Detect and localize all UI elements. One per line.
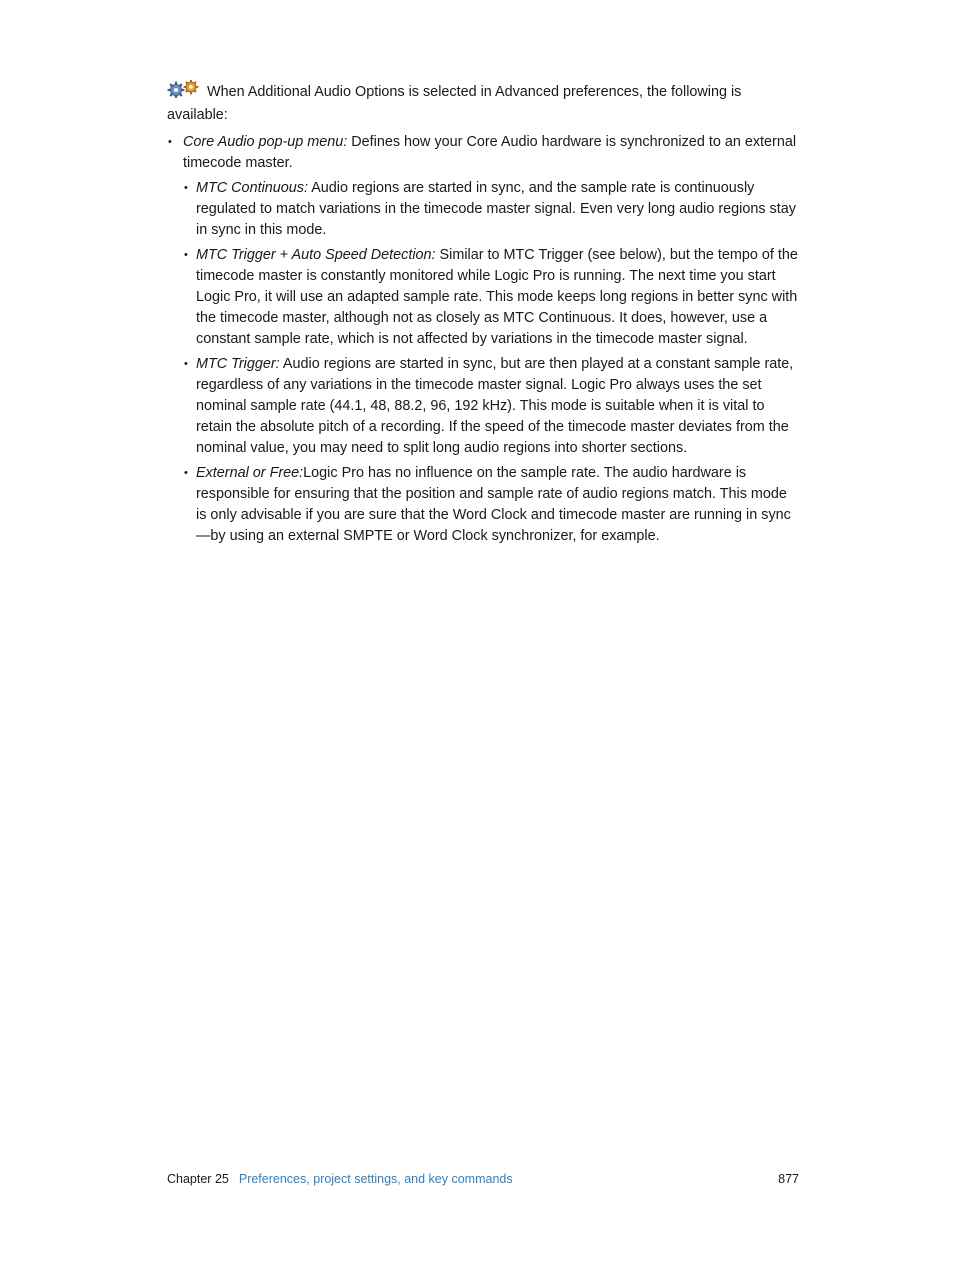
intro-text: When Additional Audio Options is selected in Advanced preferences, the following is available: xyxy=(167,84,742,123)
page-footer xyxy=(167,1172,799,1192)
list-item-mtc-trigger-auto-speed xyxy=(183,245,799,350)
gear-icon xyxy=(167,80,203,98)
page-number: 877 xyxy=(778,1172,799,1186)
term-core-audio: Core Audio pop-up menu: xyxy=(183,134,348,150)
term-external-or-free: External or Free: xyxy=(196,465,304,481)
desc-external-or-free: Logic Pro has no influence on the sample rate. The audio hardware is responsible for ensuring that the position and sample rate of audio regions match. This mode is only advisable if you are sure that the Word Clock and timecode master are running in sync—by using an external SMPTE or Word Clock synchronizer, for example. xyxy=(196,465,791,544)
term-mtc-trigger: MTC Trigger: xyxy=(196,356,280,372)
list-item-mtc-trigger xyxy=(183,354,799,459)
desc-core-audio: Defines how your Core Audio hardware is synchronized to an external timecode master. xyxy=(183,134,797,171)
intro-paragraph xyxy=(167,80,799,126)
list-item-core-audio xyxy=(167,132,799,547)
blue-gear-icon xyxy=(169,83,184,98)
chapter-title-link[interactable]: Preferences, project settings, and key commands xyxy=(238,1172,513,1186)
term-mtc-continuous: MTC Continuous: xyxy=(196,180,308,196)
desc-mtc-trigger-auto-speed: Similar to MTC Trigger (see below), but the tempo of the timecode master is constantly monitored while Logic Pro is running. The next time you start Logic Pro, it will use an adapted sample rate. This mode keeps long regions in better sync with the timecode master, although not as closely as MTC Continuous. It does, however, use a constant sample rate, which is not affected by variations in the timecode master signal. xyxy=(196,247,798,347)
orange-gear-icon xyxy=(185,81,198,94)
page-content xyxy=(167,80,799,551)
chapter-label: Chapter 25 xyxy=(167,1172,229,1186)
term-mtc-trigger-auto-speed: MTC Trigger + Auto Speed Detection: xyxy=(196,247,436,263)
advanced-preferences-icons xyxy=(167,80,203,105)
desc-mtc-trigger: Audio regions are started in sync, but are then played at a constant sample rate, regardless of any variations in the timecode master signal. Logic Pro always uses the set nominal sample rate (44.1, 48, 88.2, 96, 192 kHz). This mode is suitable when it is vital to retain the absolute pitch of a recording. If the speed of the timecode master deviates from the nominal value, you may need to split long audio regions into shorter sections. xyxy=(196,356,794,456)
options-list xyxy=(167,132,799,547)
desc-mtc-continuous: Audio regions are started in sync, and the sample rate is continuously regulated to match variations in the timecode master signal. Even very long audio regions stay in sync in this mode. xyxy=(196,180,796,238)
list-item-external-or-free xyxy=(183,463,799,547)
list-item-mtc-continuous xyxy=(183,178,799,241)
core-audio-modes-list xyxy=(183,178,799,547)
